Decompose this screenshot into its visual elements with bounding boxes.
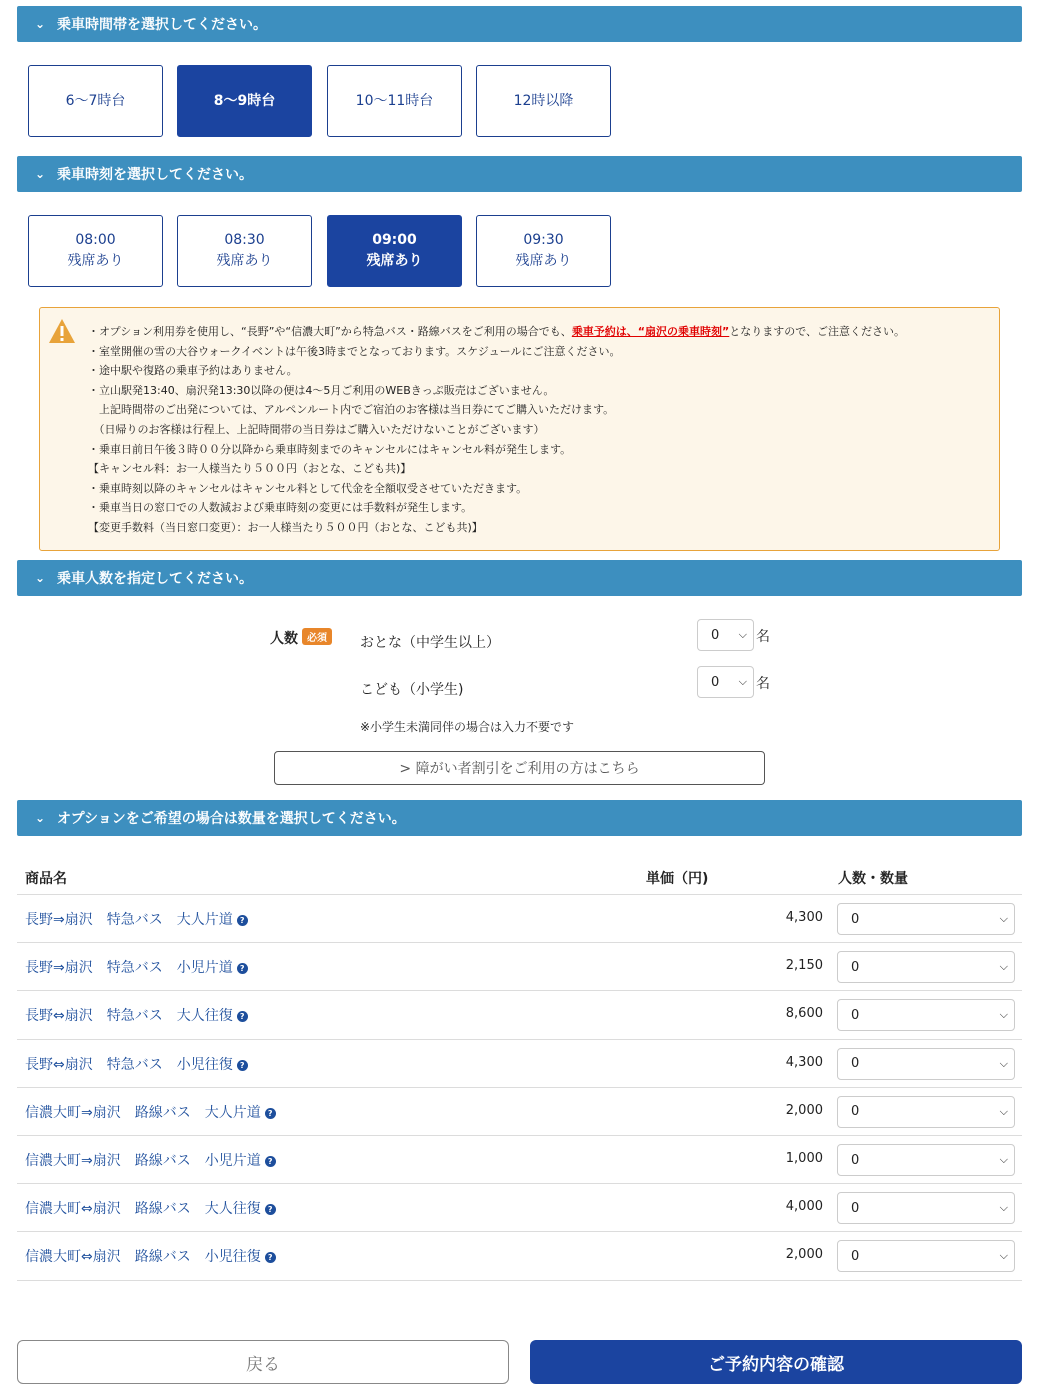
quantity-select[interactable] xyxy=(837,1240,1015,1272)
chevron-down-icon: ⌵ xyxy=(999,1056,1008,1070)
product-name: 信濃大町⇔扇沢 路線バス 大人往復 xyxy=(25,1201,261,1218)
product-name: 長野⇒扇沢 特急バス 小児片道 xyxy=(25,960,233,977)
product-name-link[interactable] xyxy=(25,1198,276,1218)
table-divider xyxy=(17,1280,1022,1281)
people-label xyxy=(270,628,332,648)
notice-line: 上記時間帯のご出発については、アルペンルート内でご宿泊のお客様は当日券にてご購入いただけます。 xyxy=(88,403,615,417)
help-icon[interactable]: ? xyxy=(265,1156,276,1167)
product-name: 長野⇔扇沢 特急バス 大人往復 xyxy=(25,1008,233,1025)
notice-line: ・乗車当日の窓口での人数減および乗車時刻の変更には手数料が発生します。 xyxy=(88,501,473,515)
seat-status: 残席あり xyxy=(515,253,572,269)
notice-line: 【変更手数料（当日窓口変更）：お一人様当たり５００円（おとな、こども共)】 xyxy=(88,520,483,534)
chevron-down-icon: ⌵ xyxy=(999,1153,1008,1166)
unit-price: 4,300 xyxy=(785,1054,823,1070)
adult-count-select[interactable] xyxy=(697,619,754,651)
notice-line: ・立山駅発13:40、扇沢発13:30以降の便は4〜5月ご利用のWEBきっぷ販売はございません。 xyxy=(88,383,555,397)
unit-price: 2,000 xyxy=(785,1247,823,1263)
notice-line: ・室堂開催の雪の大谷ウォークイベントは午後3時までとなっております。スケジュールにご注意ください。 xyxy=(88,344,621,358)
help-icon[interactable]: ? xyxy=(237,915,248,926)
time-band-option[interactable] xyxy=(476,65,611,137)
time-label: 08:30 xyxy=(224,232,265,248)
notice-line: ・乗車日前日午後３時００分以降から乗車時刻までのキャンセルにはキャンセル料が発生します。 xyxy=(88,442,572,456)
chevron-down-icon: ⌵ xyxy=(999,960,1008,974)
help-icon[interactable]: ? xyxy=(265,1252,276,1263)
product-name: 長野⇒扇沢 特急バス 大人片道 xyxy=(25,912,233,928)
col-header-qty: 人数・数量 xyxy=(838,871,908,887)
help-icon[interactable]: ? xyxy=(237,963,248,974)
notice-line: 【キャンセル料：お一人様当たり５００円（おとな、こども共)】 xyxy=(88,462,412,476)
table-divider xyxy=(17,942,1022,943)
quantity-select[interactable] xyxy=(837,1144,1015,1176)
chevron-down-icon: ⌵ xyxy=(999,1104,1008,1118)
unit-price: 2,000 xyxy=(785,1102,823,1118)
chevron-down-icon: ⌵ xyxy=(999,1201,1008,1215)
help-icon[interactable]: ? xyxy=(265,1108,276,1119)
table-divider xyxy=(17,1039,1022,1040)
select-value: 0 xyxy=(851,911,860,927)
people-label-text: 人数 xyxy=(270,631,298,647)
section-title: 乗車時間帯を選択してください。 xyxy=(57,17,267,33)
product-name-link[interactable] xyxy=(25,957,248,977)
section-header-people[interactable] xyxy=(17,560,1022,596)
product-name-link[interactable] xyxy=(25,909,248,929)
unit-price: 8,600 xyxy=(785,1006,823,1022)
notice-line: （日帰りのお客様は行程上、上記時間帯の当日券はご購入いただけないことがございます） xyxy=(88,422,545,436)
time-option[interactable] xyxy=(177,215,312,287)
section-header-time-band[interactable] xyxy=(17,6,1022,42)
chevron-down-icon: ⌵ xyxy=(999,912,1008,925)
section-title: 乗車時刻を選択してください。 xyxy=(57,167,253,183)
adult-label: おとな（中学生以上） xyxy=(360,635,500,651)
table-divider xyxy=(17,1231,1022,1232)
table-divider xyxy=(17,894,1022,895)
select-value: 0 xyxy=(851,1152,860,1168)
time-band-option-selected[interactable] xyxy=(177,65,312,137)
quantity-select[interactable] xyxy=(837,1096,1015,1128)
product-name: 信濃大町⇒扇沢 路線バス 小児片道 xyxy=(25,1153,261,1169)
disability-discount-button[interactable] xyxy=(274,751,765,785)
product-name-link[interactable] xyxy=(25,1054,248,1074)
unit-price: 4,000 xyxy=(785,1199,823,1215)
option-label: 12時以降 xyxy=(513,92,574,109)
notice-line xyxy=(88,322,989,342)
button-label: 戻る xyxy=(246,1354,280,1375)
time-label: 09:00 xyxy=(372,232,417,248)
select-value: 0 xyxy=(711,627,720,643)
notice-emphasis: 乗車予約は、“扇沢の乗車時刻” xyxy=(571,325,730,338)
chevron-down-icon: ⌵ xyxy=(999,1008,1008,1022)
chevron-down-icon: ⌵ xyxy=(738,628,747,641)
select-value: 0 xyxy=(711,674,720,690)
product-name-link[interactable] xyxy=(25,1150,276,1170)
seat-status: 残席あり xyxy=(366,253,423,269)
time-option[interactable] xyxy=(476,215,611,287)
notice-line: ・途中駅や復路の乗車予約はありません。 xyxy=(88,364,298,378)
quantity-select[interactable] xyxy=(837,1048,1015,1080)
chevron-down-icon: ⌄ xyxy=(35,167,46,181)
table-divider xyxy=(17,1087,1022,1088)
seat-status: 残席あり xyxy=(216,253,273,269)
quantity-select[interactable] xyxy=(837,999,1015,1031)
chevron-down-icon: ⌄ xyxy=(35,811,46,825)
help-icon[interactable]: ? xyxy=(265,1204,276,1215)
table-divider xyxy=(17,1183,1022,1184)
select-value: 0 xyxy=(851,1007,860,1023)
chevron-down-icon: ⌄ xyxy=(35,571,46,585)
section-title: 乗車人数を指定してください。 xyxy=(57,571,253,587)
notice-text: となりますので、ご注意ください。 xyxy=(729,325,906,338)
product-name: 信濃大町⇔扇沢 路線バス 小児往復 xyxy=(25,1249,261,1266)
chevron-down-icon: ⌄ xyxy=(35,17,46,31)
confirm-reservation-button[interactable] xyxy=(530,1340,1022,1384)
section-title: オプションをご希望の場合は数量を選択してください。 xyxy=(57,811,406,827)
section-header-time[interactable] xyxy=(17,156,1022,192)
product-name-link[interactable] xyxy=(25,1005,248,1025)
time-band-option[interactable] xyxy=(28,65,163,137)
seat-status: 残席あり xyxy=(67,253,124,269)
section-header-options[interactable] xyxy=(17,800,1022,836)
unit-label: 名 xyxy=(756,676,770,692)
chevron-down-icon: ⌵ xyxy=(738,675,747,688)
back-button[interactable] xyxy=(17,1340,509,1384)
notice-line: ・乗車時刻以降のキャンセルはキャンセル料として代金を全額収受させていただきます。 xyxy=(88,481,528,495)
option-label: 8〜9時台 xyxy=(213,92,276,109)
help-icon[interactable]: ? xyxy=(237,1011,248,1022)
table-divider xyxy=(17,990,1022,991)
col-header-name: 商品名 xyxy=(25,871,67,887)
help-icon[interactable]: ? xyxy=(237,1060,248,1071)
table-divider xyxy=(17,1135,1022,1136)
select-value: 0 xyxy=(851,1104,860,1120)
time-band-option[interactable] xyxy=(327,65,462,137)
unit-price: 1,000 xyxy=(785,1151,823,1166)
quantity-select[interactable] xyxy=(837,1192,1015,1224)
required-badge: 必須 xyxy=(302,628,332,645)
unit-price: 2,150 xyxy=(785,958,823,974)
time-option[interactable] xyxy=(28,215,163,287)
quantity-select[interactable] xyxy=(837,903,1015,935)
child-label: こども（小学生) xyxy=(360,682,464,698)
product-name: 信濃大町⇒扇沢 路線バス 大人片道 xyxy=(25,1104,261,1121)
time-label: 09:30 xyxy=(523,232,564,248)
product-name-link[interactable] xyxy=(25,1246,276,1266)
warning-icon xyxy=(48,318,76,344)
product-name: 長野⇔扇沢 特急バス 小児往復 xyxy=(25,1056,233,1073)
notice-text: ・オプション利用券を使用し、“長野”や“信濃大町”から特急バス・路線バスをご利用の場合でも、 xyxy=(88,325,572,338)
select-value: 0 xyxy=(851,1056,860,1072)
option-label: 6〜7時台 xyxy=(65,92,126,109)
chevron-down-icon: ⌵ xyxy=(999,1249,1008,1263)
notice-box xyxy=(39,307,1000,551)
select-value: 0 xyxy=(851,1200,860,1216)
people-note: ※小学生未満同伴の場合は入力不要です xyxy=(360,720,575,734)
unit-price: 4,300 xyxy=(785,910,823,925)
button-label: ご予約内容の確認 xyxy=(708,1354,844,1375)
product-name-link[interactable] xyxy=(25,1102,276,1122)
child-count-select[interactable] xyxy=(697,666,754,698)
quantity-select[interactable] xyxy=(837,951,1015,983)
unit-label: 名 xyxy=(756,629,770,645)
select-value: 0 xyxy=(851,959,860,975)
button-label: > 障がい者割引をご利用の方はこちら xyxy=(399,761,640,777)
time-option-selected[interactable] xyxy=(327,215,462,287)
select-value: 0 xyxy=(851,1248,860,1264)
option-label: 10〜11時台 xyxy=(355,92,434,109)
col-header-price: 単価（円) xyxy=(646,871,709,887)
time-label: 08:00 xyxy=(75,232,116,248)
